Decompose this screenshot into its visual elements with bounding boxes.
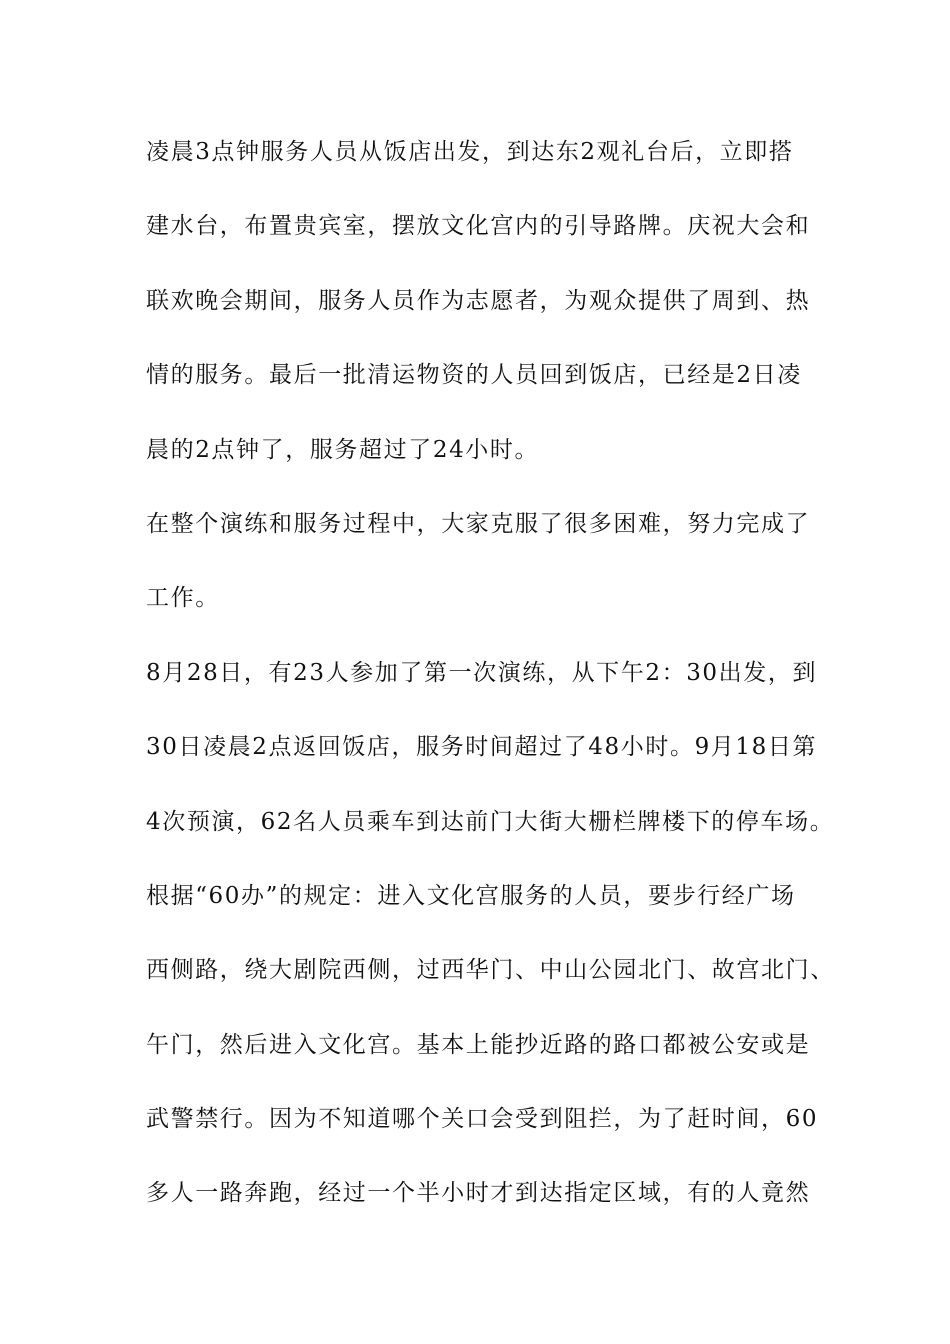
text-line: 工作。	[146, 585, 220, 612]
text-line: 建水台，布置贵宾室，摆放文化宫内的引导路牌。庆祝大会和	[146, 213, 811, 240]
text-line: 根据“60办”的规定：进入文化宫服务的人员，要步行经广场	[146, 882, 796, 909]
text-line: 西侧路，绕大剧院西侧，过西华门、中山公园北门、故宫北门、	[146, 957, 835, 984]
text-line: 晨的2点钟了，服务超过了24小时。	[146, 436, 540, 463]
body-text	[146, 132, 835, 1248]
text-line: 武警禁行。因为不知道哪个关口会受到阻拦，为了赶时间，60	[146, 1106, 819, 1133]
text-line: 凌晨3点钟服务人员从饭店出发，到达东2观礼台后，立即搭	[146, 139, 794, 165]
text-line: 多人一路奔跑，经过一个半小时才到达指定区域，有的人竟然	[146, 1180, 811, 1207]
text-line: 8月28日，有23人参加了第一次演练，从下午2：30出发，到	[146, 659, 818, 686]
text-line: 情的服务。最后一批清运物资的人员回到饭店，已经是2日凌	[146, 362, 802, 389]
text-line: 在整个演练和服务过程中，大家克服了很多困难，努力完成了	[146, 510, 811, 537]
text-line: 午门，然后进入文化宫。基本上能抄近路的路口都被公安或是	[146, 1031, 811, 1058]
text-line: 4次预演，62名人员乘车到达前门大街大栅栏牌楼下的停车场。	[146, 808, 835, 835]
text-line: 联欢晚会期间，服务人员作为志愿者，为观众提供了周到、热	[146, 287, 811, 314]
text-line: 30日凌晨2点返回饭店，服务时间超过了48小时。9月18日第	[146, 734, 818, 761]
